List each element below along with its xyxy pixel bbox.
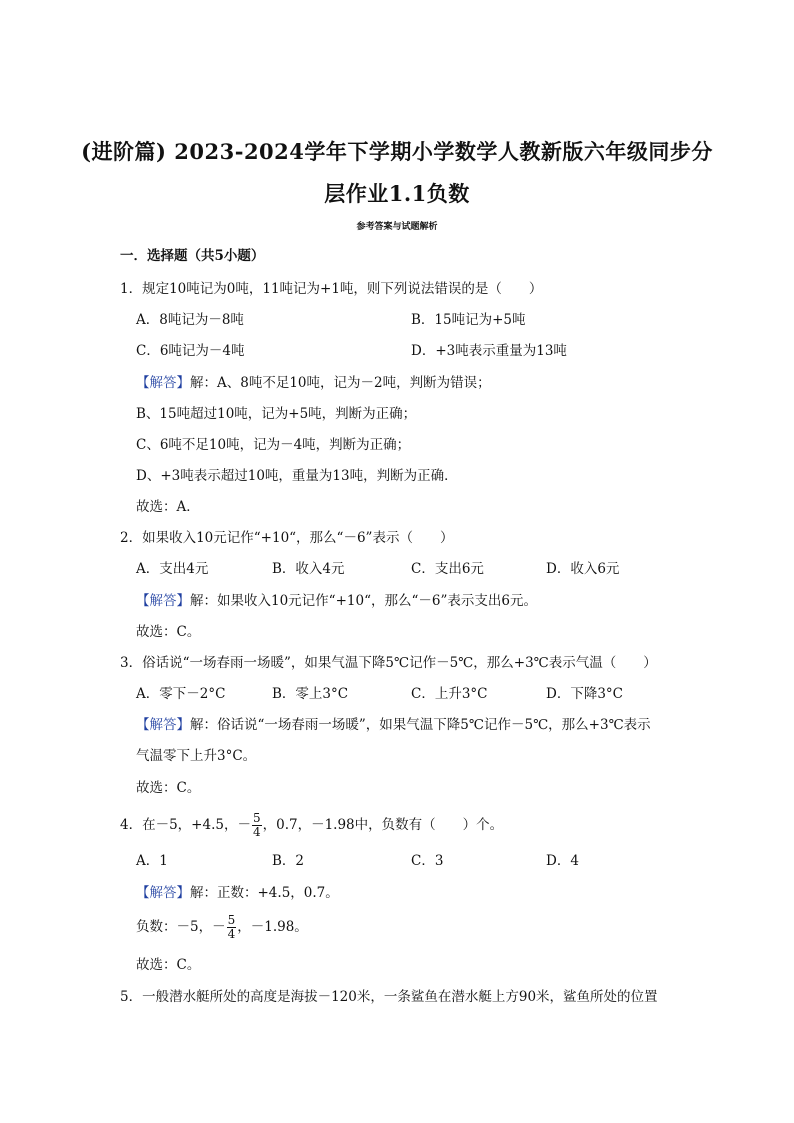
q4-negatives-suffix: ，－1.98。 (237, 919, 308, 935)
q4-stem-suffix: ，0.7，－1.98中，负数有（ ）个。 (262, 817, 504, 833)
question-2-stem: 2．如果收入10元记作“+10“，那么“－6”表示（ ） (120, 530, 454, 546)
q4-option-c: C．3 (411, 853, 444, 869)
answer-text: 解：如果收入10元记作“+10“，那么“－6”表示支出6元。 (190, 593, 537, 609)
q4-stem-prefix: 4．在－5，+4.5，－ (120, 817, 251, 833)
answer-tag: 【解答】 (136, 885, 190, 901)
q1-answer-line-2: B、15吨超过10吨，记为+5吨，判断为正确； (136, 406, 417, 422)
answer-text: 解：俗话说“一场春雨一场暖”，如果气温下降5℃记作－5℃，那么+3℃表示 (190, 717, 651, 733)
q1-option-b: B．15吨记为+5吨 (411, 312, 526, 328)
question-1-stem: 1．规定10吨记为0吨，11吨记为+1吨，则下列说法错误的是（ ） (120, 281, 543, 297)
fraction-numerator: 5 (252, 811, 261, 825)
q2-answer-line-1 (136, 591, 537, 611)
document-title-line1: (进阶篇) 2023-2024学年下学期小学数学人教新版六年级同步分 (81, 139, 713, 164)
q4-conclusion: 故选：C。 (136, 957, 201, 973)
q3-answer-line-1 (136, 715, 651, 735)
q4-option-b: B．2 (272, 853, 305, 869)
q3-option-a: A．零下－2°C (136, 686, 226, 702)
fraction-denominator: 4 (227, 927, 236, 941)
answer-text: 解：A、8吨不足10吨，记为－2吨，判断为错误； (190, 375, 491, 391)
q4-option-d: D．4 (546, 853, 579, 869)
q4-negatives-prefix: 负数：－5，－ (136, 919, 226, 935)
question-4-stem (120, 812, 503, 839)
question-3-stem: 3．俗话说“一场春雨一场暖”，如果气温下降5℃记作－5℃，那么+3℃表示气温（ ） (120, 655, 657, 671)
q2-option-c: C．支出6元 (411, 561, 484, 577)
q4-negatives-line (136, 914, 308, 941)
q3-answer-line-2: 气温零下上升3°C。 (136, 748, 257, 764)
q1-option-a: A．8吨记为－8吨 (136, 312, 244, 328)
fraction (252, 812, 262, 839)
q4-option-a: A．1 (136, 853, 168, 869)
q3-option-c: C．上升3°C (411, 686, 488, 702)
q3-option-d: D．下降3°C (546, 686, 623, 702)
document-subtitle: 参考答案与试题解析 (356, 222, 438, 232)
answer-tag: 【解答】 (136, 717, 190, 733)
q1-conclusion: 故选：A． (136, 499, 200, 515)
q3-option-b: B．零上3°C (272, 686, 349, 702)
answer-tag: 【解答】 (136, 593, 190, 609)
q1-answer-line-1 (136, 373, 491, 393)
fraction-denominator: 4 (252, 825, 261, 839)
answer-text: 解：正数：+4.5，0.7。 (190, 885, 339, 901)
q1-option-d: D．+3吨表示重量为13吨 (411, 343, 567, 359)
section-heading: 一．选择题（共5小题） (120, 248, 265, 264)
document-title-line2: 层作业1.1负数 (324, 181, 470, 206)
q2-option-b: B．收入4元 (272, 561, 345, 577)
q1-answer-line-3: C、6吨不足10吨，记为－4吨，判断为正确； (136, 437, 411, 453)
q1-answer-line-4: D、+3吨表示超过10吨，重量为13吨，判断为正确． (136, 468, 458, 484)
q2-option-d: D．收入6元 (546, 561, 620, 577)
answer-tag: 【解答】 (136, 375, 190, 391)
question-5-stem: 5．一般潜水艇所处的高度是海拔－120米，一条鲨鱼在潜水艇上方90米，鲨鱼所处的位置 (120, 989, 658, 1005)
q2-conclusion: 故选：C。 (136, 624, 201, 640)
q1-option-c: C．6吨记为－4吨 (136, 343, 245, 359)
fraction-numerator: 5 (227, 913, 236, 927)
q4-answer-line-1 (136, 883, 339, 903)
q2-option-a: A．支出4元 (136, 561, 209, 577)
fraction (227, 914, 237, 941)
q3-conclusion: 故选：C。 (136, 780, 201, 796)
